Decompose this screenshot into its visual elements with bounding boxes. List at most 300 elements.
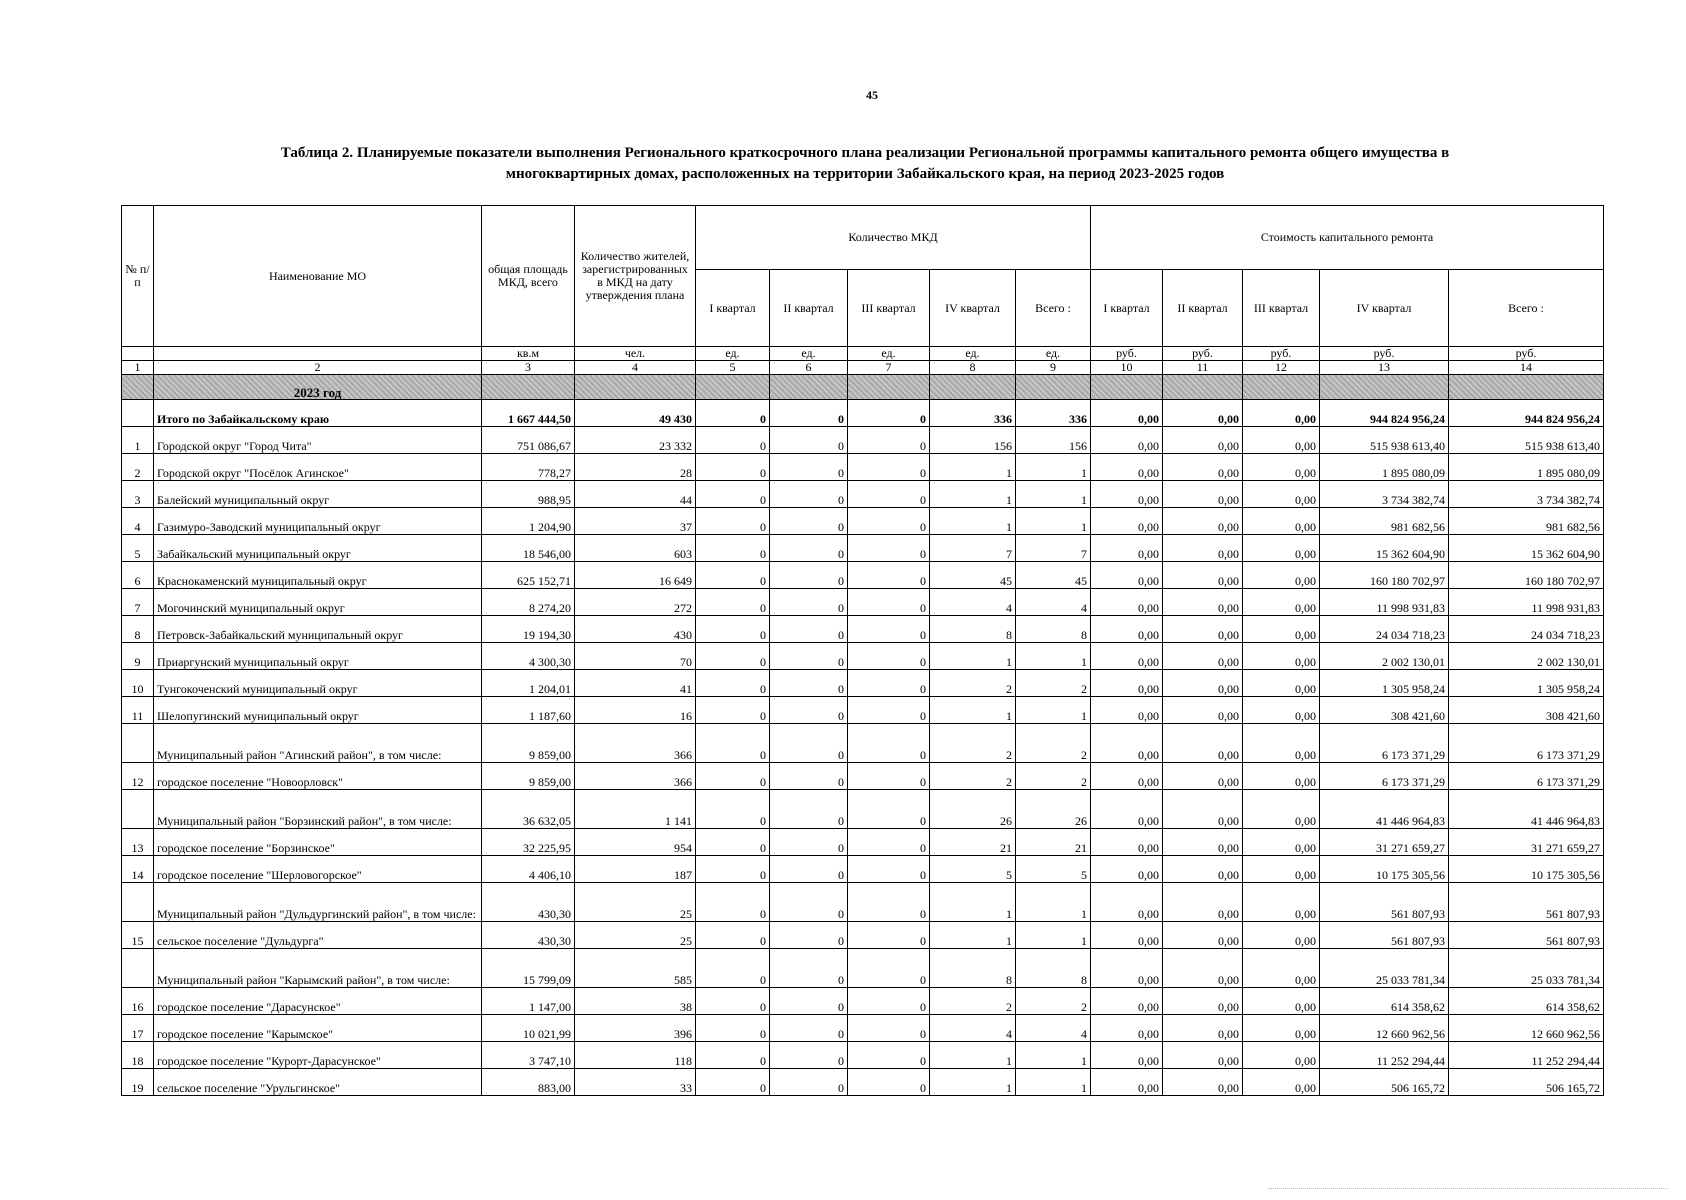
cell-mkd-q4: 1 (930, 508, 1016, 535)
year-cell (1449, 375, 1604, 400)
municipality-name: Балейский муниципальный округ (154, 481, 482, 508)
table-row (122, 724, 1604, 763)
column-number: 3 (482, 361, 575, 375)
cell-residents: 49 430 (575, 400, 696, 427)
cell-cost-total: 41 446 964,83 (1449, 790, 1604, 829)
cell-mkd-q3: 0 (848, 454, 930, 481)
cell-residents: 272 (575, 589, 696, 616)
row-number: 16 (122, 988, 154, 1015)
header-cost-q2: II квартал (1163, 270, 1243, 347)
cell-residents: 23 332 (575, 427, 696, 454)
row-number: 7 (122, 589, 154, 616)
cell-mkd-total: 2 (1016, 724, 1091, 763)
cell-mkd-q3: 0 (848, 508, 930, 535)
year-cell (770, 375, 848, 400)
cell-mkd-q1: 0 (696, 949, 770, 988)
cell-cost-q2: 0,00 (1163, 589, 1243, 616)
row-number: 14 (122, 856, 154, 883)
cell-cost-q2: 0,00 (1163, 724, 1243, 763)
header-cost-q1: I квартал (1091, 270, 1163, 347)
cell-cost-q3: 0,00 (1243, 883, 1320, 922)
municipality-name: Могочинский муниципальный округ (154, 589, 482, 616)
cell-mkd-q3: 0 (848, 883, 930, 922)
municipality-name: Муниципальный район "Дульдургинский район", в том числе: (154, 883, 482, 922)
row-number: 8 (122, 616, 154, 643)
year-label: 2023 год (154, 375, 482, 400)
cell-cost-q3: 0,00 (1243, 856, 1320, 883)
cell-mkd-q2: 0 (770, 922, 848, 949)
cell-mkd-q3: 0 (848, 949, 930, 988)
cell-cost-q3: 0,00 (1243, 535, 1320, 562)
cell-mkd-total: 1 (1016, 643, 1091, 670)
cell-mkd-q3: 0 (848, 1042, 930, 1069)
cell-cost-q1: 0,00 (1091, 790, 1163, 829)
cell-cost-q3: 0,00 (1243, 508, 1320, 535)
cell-mkd-q4: 1 (930, 481, 1016, 508)
cell-residents: 430 (575, 616, 696, 643)
row-number (122, 724, 154, 763)
table-row (122, 562, 1604, 589)
cell-cost-q1: 0,00 (1091, 1015, 1163, 1042)
cell-mkd-q1: 0 (696, 697, 770, 724)
row-number: 9 (122, 643, 154, 670)
cell-cost-q1: 0,00 (1091, 454, 1163, 481)
cell-mkd-q4: 26 (930, 790, 1016, 829)
unit-cell: ед. (848, 347, 930, 361)
cell-cost-q2: 0,00 (1163, 508, 1243, 535)
scan-edge-line (1268, 1188, 1668, 1189)
cell-area: 430,30 (482, 922, 575, 949)
year-cell (930, 375, 1016, 400)
cell-mkd-q2: 0 (770, 535, 848, 562)
cell-cost-total: 25 033 781,34 (1449, 949, 1604, 988)
cell-cost-q3: 0,00 (1243, 829, 1320, 856)
cell-mkd-q1: 0 (696, 643, 770, 670)
municipality-name: Петровск-Забайкальский муниципальный округ (154, 616, 482, 643)
cell-cost-q3: 0,00 (1243, 988, 1320, 1015)
cell-area: 1 147,00 (482, 988, 575, 1015)
cell-mkd-total: 1 (1016, 1069, 1091, 1096)
cell-cost-q4: 1 895 080,09 (1320, 454, 1449, 481)
municipality-name: Итого по Забайкальскому краю (154, 400, 482, 427)
column-number: 4 (575, 361, 696, 375)
cell-mkd-q3: 0 (848, 562, 930, 589)
cell-residents: 38 (575, 988, 696, 1015)
unit-cell: руб. (1449, 347, 1604, 361)
cell-mkd-q4: 8 (930, 949, 1016, 988)
cell-mkd-total: 2 (1016, 988, 1091, 1015)
cell-cost-q1: 0,00 (1091, 562, 1163, 589)
year-cell (696, 375, 770, 400)
cell-mkd-q3: 0 (848, 589, 930, 616)
cell-mkd-q4: 4 (930, 589, 1016, 616)
cell-cost-q3: 0,00 (1243, 643, 1320, 670)
column-number: 1 (122, 361, 154, 375)
cell-cost-total: 10 175 305,56 (1449, 856, 1604, 883)
header-mkd-q3: III квартал (848, 270, 930, 347)
table-title (175, 143, 1555, 185)
table-row (122, 1042, 1604, 1069)
cell-area: 9 859,00 (482, 763, 575, 790)
cell-mkd-q3: 0 (848, 724, 930, 763)
cell-mkd-q3: 0 (848, 400, 930, 427)
cell-mkd-q4: 1 (930, 883, 1016, 922)
year-cell (1091, 375, 1163, 400)
table-row (122, 1015, 1604, 1042)
cell-mkd-q4: 4 (930, 1015, 1016, 1042)
cell-mkd-q3: 0 (848, 670, 930, 697)
cell-cost-q2: 0,00 (1163, 829, 1243, 856)
cell-mkd-q4: 1 (930, 1042, 1016, 1069)
cell-cost-q1: 0,00 (1091, 616, 1163, 643)
table-title-line-1: Таблица 2. Планируемые показатели выполнения Регионального краткосрочного плана реализации Региональной программы капитального ремонта общего имущества в (280, 145, 1450, 161)
row-number: 18 (122, 1042, 154, 1069)
cell-mkd-q4: 1 (930, 697, 1016, 724)
row-number (122, 949, 154, 988)
cell-cost-q2: 0,00 (1163, 670, 1243, 697)
unit-cell: ед. (930, 347, 1016, 361)
cell-mkd-q1: 0 (696, 1042, 770, 1069)
cell-mkd-q4: 1 (930, 922, 1016, 949)
cell-mkd-q3: 0 (848, 763, 930, 790)
column-number: 10 (1091, 361, 1163, 375)
cell-mkd-q4: 156 (930, 427, 1016, 454)
cell-cost-q1: 0,00 (1091, 763, 1163, 790)
cell-cost-q2: 0,00 (1163, 1042, 1243, 1069)
table-row (122, 643, 1604, 670)
cell-mkd-q3: 0 (848, 922, 930, 949)
row-number: 3 (122, 481, 154, 508)
column-number: 13 (1320, 361, 1449, 375)
cell-mkd-q4: 2 (930, 763, 1016, 790)
cell-mkd-q1: 0 (696, 454, 770, 481)
cell-cost-q3: 0,00 (1243, 763, 1320, 790)
cell-mkd-q4: 8 (930, 616, 1016, 643)
table-header (122, 206, 1604, 375)
cell-cost-q1: 0,00 (1091, 883, 1163, 922)
cell-cost-q2: 0,00 (1163, 535, 1243, 562)
year-cell (1320, 375, 1449, 400)
cell-mkd-q2: 0 (770, 589, 848, 616)
cell-residents: 1 141 (575, 790, 696, 829)
cell-cost-total: 31 271 659,27 (1449, 829, 1604, 856)
cell-mkd-total: 1 (1016, 922, 1091, 949)
cell-cost-total: 6 173 371,29 (1449, 763, 1604, 790)
cell-area: 751 086,67 (482, 427, 575, 454)
cell-cost-q3: 0,00 (1243, 949, 1320, 988)
table-row (122, 856, 1604, 883)
header-mkd-q1: I квартал (696, 270, 770, 347)
cell-cost-q4: 6 173 371,29 (1320, 763, 1449, 790)
year-cell (482, 375, 575, 400)
cell-residents: 366 (575, 763, 696, 790)
cell-cost-q4: 10 175 305,56 (1320, 856, 1449, 883)
year-cell (1243, 375, 1320, 400)
column-numbers-row (122, 361, 1604, 375)
cell-mkd-q3: 0 (848, 790, 930, 829)
header-cost-total: Всего : (1449, 270, 1604, 347)
cell-cost-q2: 0,00 (1163, 427, 1243, 454)
cell-residents: 28 (575, 454, 696, 481)
cell-mkd-q1: 0 (696, 856, 770, 883)
table-row (122, 535, 1604, 562)
municipality-name: Шелопугинский муниципальный округ (154, 697, 482, 724)
cell-cost-q2: 0,00 (1163, 643, 1243, 670)
table-title-line-2: многоквартирных домах, расположенных на территории Забайкальского края, на период 2023-2025 годов (505, 166, 1225, 182)
cell-residents: 954 (575, 829, 696, 856)
cell-cost-q1: 0,00 (1091, 535, 1163, 562)
cell-cost-q3: 0,00 (1243, 616, 1320, 643)
cell-mkd-q3: 0 (848, 643, 930, 670)
cell-cost-q3: 0,00 (1243, 454, 1320, 481)
cell-mkd-q2: 0 (770, 427, 848, 454)
cell-area: 778,27 (482, 454, 575, 481)
municipality-name: городское поселение "Шерловогорское" (154, 856, 482, 883)
cell-cost-total: 506 165,72 (1449, 1069, 1604, 1096)
cell-cost-q3: 0,00 (1243, 481, 1320, 508)
cell-cost-total: 614 358,62 (1449, 988, 1604, 1015)
cell-cost-total: 11 252 294,44 (1449, 1042, 1604, 1069)
year-cell (122, 375, 154, 400)
unit-cell: руб. (1243, 347, 1320, 361)
cell-cost-q4: 981 682,56 (1320, 508, 1449, 535)
cell-cost-q2: 0,00 (1163, 1015, 1243, 1042)
municipality-name: Городской округ "Город Чита" (154, 427, 482, 454)
cell-cost-total: 981 682,56 (1449, 508, 1604, 535)
header-mkd-q4: IV квартал (930, 270, 1016, 347)
cell-cost-q4: 614 358,62 (1320, 988, 1449, 1015)
cell-cost-q3: 0,00 (1243, 724, 1320, 763)
cell-cost-total: 2 002 130,01 (1449, 643, 1604, 670)
cell-mkd-q1: 0 (696, 829, 770, 856)
cell-mkd-q2: 0 (770, 508, 848, 535)
cell-cost-q1: 0,00 (1091, 589, 1163, 616)
year-cell (575, 375, 696, 400)
cell-mkd-q3: 0 (848, 697, 930, 724)
cell-mkd-q1: 0 (696, 1069, 770, 1096)
municipality-name: городское поселение "Новоорловск" (154, 763, 482, 790)
municipality-name: городское поселение "Борзинское" (154, 829, 482, 856)
cell-area: 1 187,60 (482, 697, 575, 724)
cell-mkd-total: 8 (1016, 949, 1091, 988)
municipality-name: городское поселение "Курорт-Дарасунское" (154, 1042, 482, 1069)
column-number: 6 (770, 361, 848, 375)
cell-mkd-q4: 21 (930, 829, 1016, 856)
cell-cost-q4: 506 165,72 (1320, 1069, 1449, 1096)
cell-cost-q2: 0,00 (1163, 856, 1243, 883)
table-row (122, 481, 1604, 508)
cell-cost-total: 944 824 956,24 (1449, 400, 1604, 427)
cell-mkd-q3: 0 (848, 856, 930, 883)
row-number: 5 (122, 535, 154, 562)
cell-mkd-q4: 2 (930, 724, 1016, 763)
cell-cost-q4: 6 173 371,29 (1320, 724, 1449, 763)
cell-mkd-q2: 0 (770, 481, 848, 508)
municipality-name: Муниципальный район "Карымский район", в том числе: (154, 949, 482, 988)
cell-mkd-q1: 0 (696, 562, 770, 589)
cell-mkd-q4: 2 (930, 988, 1016, 1015)
cell-mkd-total: 45 (1016, 562, 1091, 589)
cell-mkd-q2: 0 (770, 1042, 848, 1069)
cell-mkd-total: 26 (1016, 790, 1091, 829)
cell-mkd-q2: 0 (770, 763, 848, 790)
row-number: 4 (122, 508, 154, 535)
header-mkd-total: Всего : (1016, 270, 1091, 347)
cell-cost-q4: 308 421,60 (1320, 697, 1449, 724)
cell-area: 36 632,05 (482, 790, 575, 829)
cell-cost-total: 3 734 382,74 (1449, 481, 1604, 508)
cell-mkd-q2: 0 (770, 562, 848, 589)
cell-cost-q1: 0,00 (1091, 697, 1163, 724)
municipality-name: сельское поселение "Дульдурга" (154, 922, 482, 949)
cell-cost-q4: 31 271 659,27 (1320, 829, 1449, 856)
header-repair-cost: Стоимость капитального ремонта (1091, 206, 1604, 270)
unit-cell: кв.м (482, 347, 575, 361)
cell-cost-total: 308 421,60 (1449, 697, 1604, 724)
cell-mkd-q1: 0 (696, 763, 770, 790)
cell-area: 1 204,01 (482, 670, 575, 697)
cell-mkd-q4: 1 (930, 1069, 1016, 1096)
cell-residents: 41 (575, 670, 696, 697)
table-row (122, 454, 1604, 481)
header-mkd-q2: II квартал (770, 270, 848, 347)
year-row (122, 375, 1604, 400)
cell-cost-total: 1 305 958,24 (1449, 670, 1604, 697)
cell-area: 19 194,30 (482, 616, 575, 643)
cell-cost-total: 15 362 604,90 (1449, 535, 1604, 562)
cell-mkd-q3: 0 (848, 535, 930, 562)
cell-cost-q4: 41 446 964,83 (1320, 790, 1449, 829)
cell-mkd-q1: 0 (696, 988, 770, 1015)
cell-cost-q2: 0,00 (1163, 949, 1243, 988)
table-row (122, 883, 1604, 922)
cell-cost-q2: 0,00 (1163, 790, 1243, 829)
cell-mkd-q1: 0 (696, 616, 770, 643)
cell-mkd-q2: 0 (770, 988, 848, 1015)
municipality-name: Муниципальный район "Агинский район", в том числе: (154, 724, 482, 763)
municipality-name: Муниципальный район "Борзинский район", в том числе: (154, 790, 482, 829)
cell-mkd-total: 2 (1016, 670, 1091, 697)
cell-area: 8 274,20 (482, 589, 575, 616)
cell-mkd-q3: 0 (848, 616, 930, 643)
header-residents: Количество жителей, зарегистрированных в МКД на дату утверждения плана (575, 206, 696, 347)
cell-cost-total: 11 998 931,83 (1449, 589, 1604, 616)
cell-area: 9 859,00 (482, 724, 575, 763)
municipality-name: городское поселение "Дарасунское" (154, 988, 482, 1015)
cell-cost-q3: 0,00 (1243, 1015, 1320, 1042)
cell-mkd-q3: 0 (848, 1015, 930, 1042)
year-cell (848, 375, 930, 400)
column-number: 9 (1016, 361, 1091, 375)
cell-mkd-q2: 0 (770, 829, 848, 856)
row-number (122, 790, 154, 829)
header-cost-q3: III квартал (1243, 270, 1320, 347)
municipality-name: Тунгокоченский муниципальный округ (154, 670, 482, 697)
municipality-name: Забайкальский муниципальный округ (154, 535, 482, 562)
cell-residents: 44 (575, 481, 696, 508)
unit-cell (154, 347, 482, 361)
cell-cost-q1: 0,00 (1091, 1069, 1163, 1096)
cell-cost-q4: 561 807,93 (1320, 922, 1449, 949)
cell-cost-total: 515 938 613,40 (1449, 427, 1604, 454)
year-cell (1016, 375, 1091, 400)
cell-cost-q2: 0,00 (1163, 481, 1243, 508)
cell-cost-q2: 0,00 (1163, 562, 1243, 589)
column-number: 14 (1449, 361, 1604, 375)
table-row (122, 508, 1604, 535)
row-number: 11 (122, 697, 154, 724)
cell-cost-q1: 0,00 (1091, 988, 1163, 1015)
cell-cost-total: 24 034 718,23 (1449, 616, 1604, 643)
cell-cost-q3: 0,00 (1243, 670, 1320, 697)
cell-mkd-q1: 0 (696, 1015, 770, 1042)
cell-area: 1 667 444,50 (482, 400, 575, 427)
cell-mkd-q2: 0 (770, 400, 848, 427)
cell-cost-q3: 0,00 (1243, 790, 1320, 829)
municipality-name: Городской округ "Посёлок Агинское" (154, 454, 482, 481)
table-body (122, 375, 1604, 1096)
cell-mkd-q1: 0 (696, 670, 770, 697)
cell-residents: 25 (575, 883, 696, 922)
cell-area: 15 799,09 (482, 949, 575, 988)
cell-cost-q3: 0,00 (1243, 1042, 1320, 1069)
cell-cost-q3: 0,00 (1243, 1069, 1320, 1096)
cell-cost-q2: 0,00 (1163, 763, 1243, 790)
row-number (122, 400, 154, 427)
table-row-total (122, 400, 1604, 427)
cell-cost-q4: 11 252 294,44 (1320, 1042, 1449, 1069)
cell-mkd-total: 7 (1016, 535, 1091, 562)
cell-mkd-q1: 0 (696, 724, 770, 763)
cell-cost-q4: 24 034 718,23 (1320, 616, 1449, 643)
cell-mkd-q3: 0 (848, 988, 930, 1015)
row-number: 19 (122, 1069, 154, 1096)
header-mkd-count: Количество МКД (696, 206, 1091, 270)
unit-cell: ед. (1016, 347, 1091, 361)
column-number: 5 (696, 361, 770, 375)
cell-cost-q1: 0,00 (1091, 508, 1163, 535)
cell-cost-q4: 2 002 130,01 (1320, 643, 1449, 670)
table-row (122, 829, 1604, 856)
header-name: Наименование МО (154, 206, 482, 347)
cell-cost-q4: 12 660 962,56 (1320, 1015, 1449, 1042)
cell-mkd-q2: 0 (770, 616, 848, 643)
cell-mkd-q2: 0 (770, 724, 848, 763)
row-number: 6 (122, 562, 154, 589)
cell-residents: 25 (575, 922, 696, 949)
column-number: 7 (848, 361, 930, 375)
cell-mkd-q3: 0 (848, 1069, 930, 1096)
cell-area: 18 546,00 (482, 535, 575, 562)
cell-mkd-q3: 0 (848, 427, 930, 454)
cell-mkd-q2: 0 (770, 883, 848, 922)
row-number: 13 (122, 829, 154, 856)
cell-mkd-q1: 0 (696, 589, 770, 616)
table-row (122, 697, 1604, 724)
cell-mkd-q4: 45 (930, 562, 1016, 589)
cell-mkd-total: 336 (1016, 400, 1091, 427)
cell-cost-q4: 15 362 604,90 (1320, 535, 1449, 562)
cell-cost-q2: 0,00 (1163, 454, 1243, 481)
unit-cell: ед. (696, 347, 770, 361)
cell-mkd-q4: 1 (930, 643, 1016, 670)
unit-cell: руб. (1163, 347, 1243, 361)
cell-area: 988,95 (482, 481, 575, 508)
column-number: 2 (154, 361, 482, 375)
cell-mkd-q1: 0 (696, 508, 770, 535)
cell-mkd-total: 21 (1016, 829, 1091, 856)
cell-cost-q1: 0,00 (1091, 949, 1163, 988)
